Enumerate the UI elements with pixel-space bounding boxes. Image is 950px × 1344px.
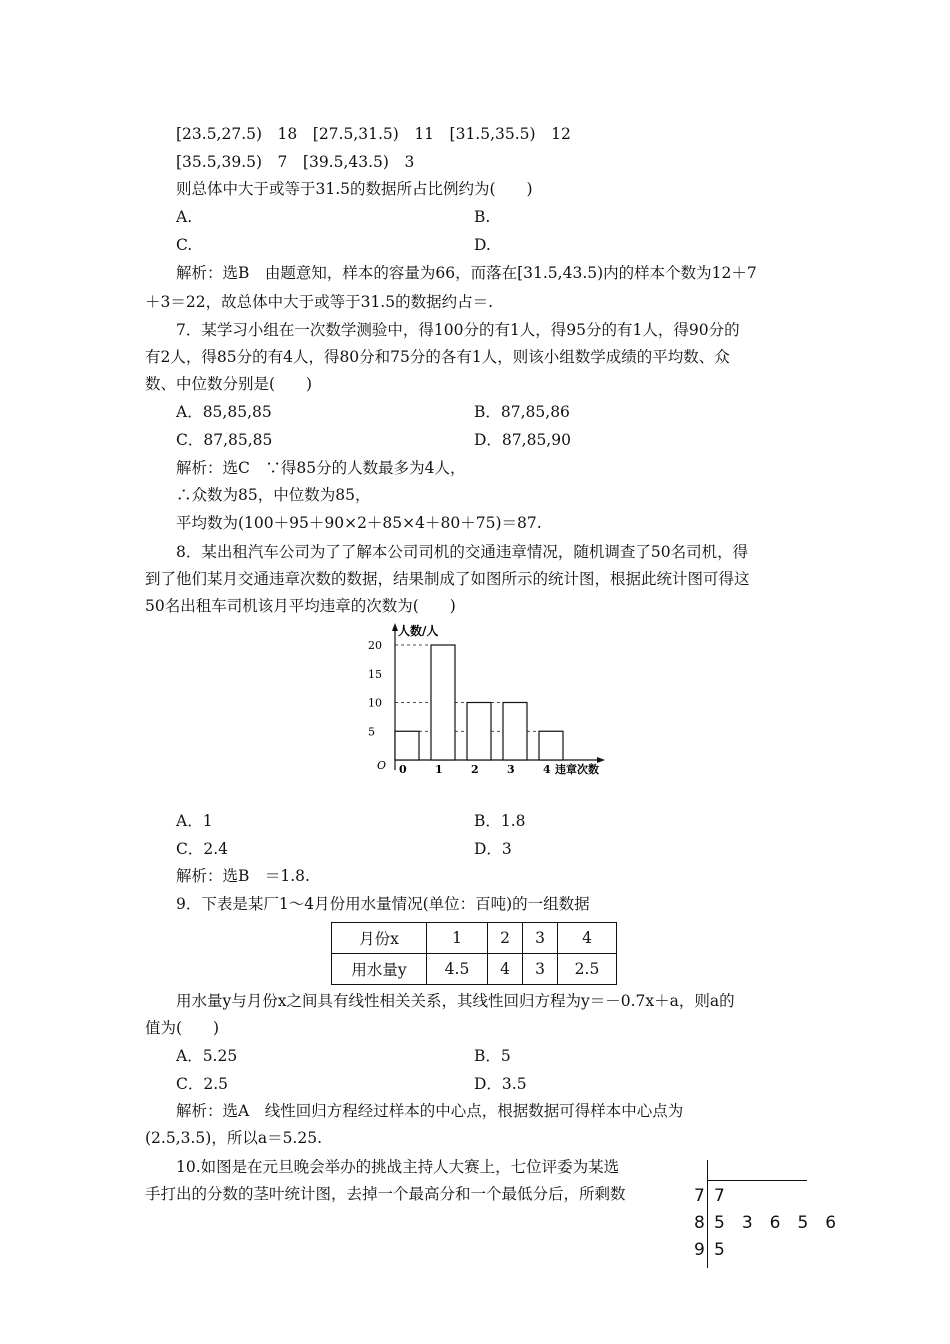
- stem-top-rule: [707, 1180, 807, 1181]
- question-7-line-2: 有2人，得85分的有4人，得80分和75分的各有1人，则该小组数学成绩的平均数、众: [145, 348, 730, 366]
- answer-8: 解析：选B ＝1.8.: [176, 867, 310, 885]
- table-header-usage: 用水量y: [332, 954, 427, 985]
- q9-option-a: A．5.25: [176, 1047, 238, 1065]
- violation-bar-chart: [360, 620, 620, 785]
- table-row: [332, 954, 617, 985]
- leaf-values: 5: [714, 1240, 725, 1260]
- water-usage-table: [331, 922, 617, 985]
- table-cell: 2: [488, 923, 523, 954]
- table-cell: 4.5: [427, 954, 488, 985]
- bar-1: [431, 645, 455, 760]
- question-9-line-1: 9．下表是某厂1～4月份用水量情况(单位：百吨)的一组数据: [176, 895, 590, 913]
- q7-option-a: A．85,85,85: [176, 403, 272, 421]
- q8-option-a: A．1: [176, 812, 213, 830]
- q6-option-c: C.: [176, 236, 193, 254]
- interval-line-2: [35.5,39.5) 7 [39.5,43.5) 3: [176, 153, 415, 171]
- y-tick-label: 10: [368, 696, 382, 710]
- question-7-line-3: 数、中位数分别是( ): [145, 375, 313, 393]
- leaf-values: 5 3 6 5 6: [714, 1213, 837, 1233]
- stem-value: 7: [694, 1186, 705, 1206]
- stem-divider: [707, 1160, 708, 1268]
- question-8-line-3: 50名出租车司机该月平均违章的次数为( ): [145, 597, 456, 615]
- question-7-line-1: 7．某学习小组在一次数学测验中，得100分的有1人，得95分的有1人，得90分的: [176, 321, 740, 339]
- question-8-line-2: 到了他们某月交通违章次数的数据，结果制成了如图所示的统计图，根据此统计图可得这: [145, 570, 750, 588]
- q8-option-d: D．3: [474, 840, 512, 858]
- q9-option-d: D．3.5: [474, 1075, 527, 1093]
- x-tick-label: 1: [435, 763, 443, 776]
- stem-value: 8: [694, 1213, 705, 1233]
- q7-option-d: D．87,85,90: [474, 431, 571, 449]
- table-cell: 4: [558, 923, 617, 954]
- bar-4: [539, 731, 563, 760]
- table-row: [332, 923, 617, 954]
- bar-3: [503, 703, 527, 761]
- q6-option-b: B.: [474, 208, 491, 226]
- answer-9-line-2: (2.5,3.5)，所以a＝5.25.: [145, 1129, 323, 1147]
- origin-label: O: [377, 759, 387, 772]
- y-tick-label: 15: [368, 667, 382, 681]
- leaf-values: 7: [714, 1186, 725, 1206]
- table-header-month: 月份x: [332, 923, 427, 954]
- answer-6-line-2: ＋3＝22，故总体中大于或等于31.5的数据约占＝.: [145, 293, 494, 311]
- q6-option-a: A.: [176, 208, 193, 226]
- q6-option-d: D.: [474, 236, 491, 254]
- x-tick-label: 4: [543, 763, 551, 776]
- bar-0: [395, 731, 419, 760]
- y-tick-label: 20: [368, 639, 382, 652]
- x-tick-label: 0: [399, 763, 407, 776]
- table-cell: 2.5: [558, 954, 617, 985]
- answer-7-line-3: 平均数为(100＋95＋90×2＋85×4＋80＋75)＝87.: [176, 514, 542, 532]
- table-cell: 3: [523, 954, 558, 985]
- answer-7-line-2: ∴众数为85，中位数为85，: [176, 486, 371, 504]
- answer-7-line-1: 解析：选C ∵得85分的人数最多为4人，: [176, 459, 466, 477]
- q9-option-c: C．2.5: [176, 1075, 229, 1093]
- answer-6-line-1: 解析：选B 由题意知，样本的容量为66，而落在[31.5,43.5)内的样本个数为12＋7: [176, 264, 757, 282]
- q8-option-b: B．1.8: [474, 812, 526, 830]
- interval-line-1: [23.5,27.5) 18 [27.5,31.5) 11 [31.5,35.5) 12: [176, 125, 571, 143]
- y-axis-label: 人数/人: [398, 624, 439, 638]
- q9-option-b: B．5: [474, 1047, 511, 1065]
- question-6-stem: 则总体中大于或等于31.5的数据所占比例约为( ): [176, 180, 533, 198]
- x-tick-label: 3: [507, 763, 515, 776]
- answer-9-line-1: 解析：选A 线性回归方程经过样本的中心点，根据数据可得样本中心点为: [176, 1102, 684, 1120]
- stem-value: 9: [694, 1240, 705, 1260]
- question-9-line-2: 用水量y与月份x之间具有线性相关关系，其线性回归方程为y＝－0.7x＋a，则a的: [176, 992, 735, 1010]
- table-cell: 4: [488, 954, 523, 985]
- stem-leaf-plot: [690, 1160, 837, 1270]
- x-tick-label: 2: [471, 763, 479, 776]
- question-10-line-1: 10.如图是在元旦晚会举办的挑战主持人大赛上，七位评委为某选: [176, 1158, 620, 1176]
- q8-option-c: C．2.4: [176, 840, 229, 858]
- y-tick-label: 5: [368, 725, 375, 739]
- question-8-line-1: 8．某出租汽车公司为了了解本公司司机的交通违章情况，随机调查了50名司机，得: [176, 543, 749, 561]
- q7-option-c: C．87,85,85: [176, 431, 273, 449]
- x-axis-label: 违章次数: [555, 763, 599, 776]
- question-10-line-2: 手打出的分数的茎叶统计图，去掉一个最高分和一个最低分后，所剩数: [145, 1185, 626, 1203]
- bar-2: [467, 703, 491, 761]
- question-9-line-3: 值为( ): [145, 1019, 220, 1037]
- table-cell: 3: [523, 923, 558, 954]
- table-cell: 1: [427, 923, 488, 954]
- q7-option-b: B．87,85,86: [474, 403, 570, 421]
